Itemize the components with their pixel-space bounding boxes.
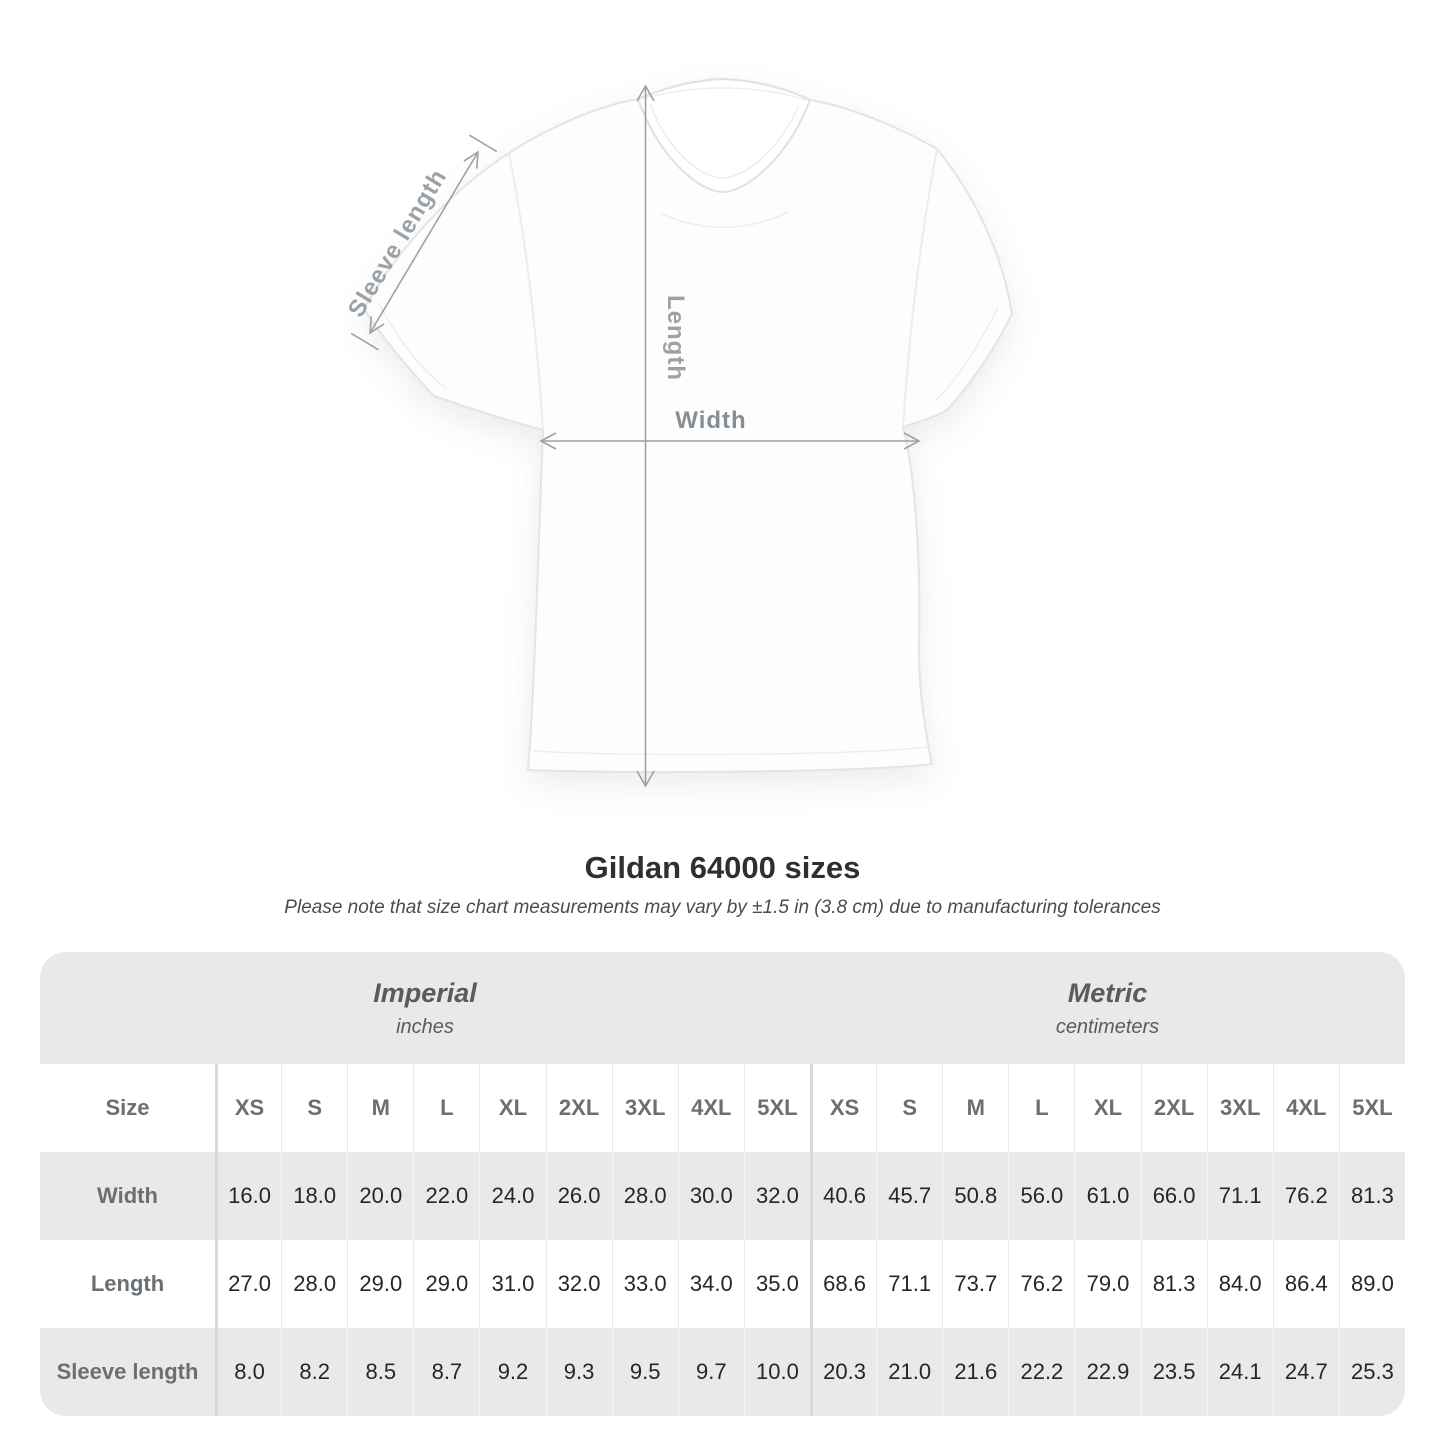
table-cell: 34.0 — [678, 1240, 744, 1328]
size-col-header: S — [876, 1064, 942, 1152]
table-cell: 8.0 — [215, 1328, 281, 1416]
sleeve-row-label: Sleeve length — [40, 1328, 215, 1416]
table-cell: 71.1 — [876, 1240, 942, 1328]
table-cell: 40.6 — [810, 1152, 876, 1240]
table-cell: 20.0 — [347, 1152, 413, 1240]
length-row-label: Length — [40, 1240, 215, 1328]
size-col-header: M — [942, 1064, 1008, 1152]
width-label: Width — [675, 407, 747, 434]
table-cell: 23.5 — [1141, 1328, 1207, 1416]
size-col-header: L — [413, 1064, 479, 1152]
size-col-header: 4XL — [1273, 1064, 1339, 1152]
sleeve-length-label: Sleeve length — [342, 164, 453, 322]
table-cell: 33.0 — [612, 1240, 678, 1328]
table-cell: 79.0 — [1074, 1240, 1140, 1328]
table-cell: 24.0 — [479, 1152, 545, 1240]
table-cell: 35.0 — [744, 1240, 810, 1328]
table-cell: 28.0 — [612, 1152, 678, 1240]
size-table — [40, 952, 1405, 1416]
size-col-header: XL — [479, 1064, 545, 1152]
table-cell: 24.7 — [1273, 1328, 1339, 1416]
size-col-header: 2XL — [546, 1064, 612, 1152]
table-cell: 84.0 — [1207, 1240, 1273, 1328]
table-cell: 32.0 — [546, 1240, 612, 1328]
table-cell: 81.3 — [1141, 1240, 1207, 1328]
table-cell: 71.1 — [1207, 1152, 1273, 1240]
table-cell: 32.0 — [744, 1152, 810, 1240]
table-cell: 73.7 — [942, 1240, 1008, 1328]
width-row-label: Width — [40, 1152, 215, 1240]
size-col-header: 5XL — [1339, 1064, 1405, 1152]
table-cell: 18.0 — [281, 1152, 347, 1240]
imperial-title: Imperial — [373, 977, 477, 1008]
table-cell: 50.8 — [942, 1152, 1008, 1240]
table-cell: 22.9 — [1074, 1328, 1140, 1416]
table-cell: 28.0 — [281, 1240, 347, 1328]
table-cell: 27.0 — [215, 1240, 281, 1328]
size-col-header: 4XL — [678, 1064, 744, 1152]
imperial-header — [40, 952, 810, 1064]
table-cell: 25.3 — [1339, 1328, 1405, 1416]
table-cell: 89.0 — [1339, 1240, 1405, 1328]
table-cell: 61.0 — [1074, 1152, 1140, 1240]
size-chart-title: Gildan 64000 sizes — [584, 850, 861, 885]
table-cell: 16.0 — [215, 1152, 281, 1240]
table-cell: 10.0 — [744, 1328, 810, 1416]
table-cell: 9.3 — [546, 1328, 612, 1416]
size-col-header: L — [1008, 1064, 1074, 1152]
table-cell: 68.6 — [810, 1240, 876, 1328]
sleeve-end-tick-bottom — [351, 333, 378, 349]
table-cell: 8.5 — [347, 1328, 413, 1416]
table-cell: 22.2 — [1008, 1328, 1074, 1416]
table-cell: 86.4 — [1273, 1240, 1339, 1328]
table-cell: 45.7 — [876, 1152, 942, 1240]
length-label: Length — [662, 295, 689, 381]
imperial-unit: inches — [396, 1015, 454, 1038]
size-col-header: 2XL — [1141, 1064, 1207, 1152]
size-col-header: 3XL — [1207, 1064, 1273, 1152]
size-col-header: 5XL — [744, 1064, 810, 1152]
size-col-header: XL — [1074, 1064, 1140, 1152]
table-cell: 8.7 — [413, 1328, 479, 1416]
size-col-header: 3XL — [612, 1064, 678, 1152]
table-cell: 29.0 — [347, 1240, 413, 1328]
table-cell: 21.6 — [942, 1328, 1008, 1416]
table-cell: 81.3 — [1339, 1152, 1405, 1240]
table-cell: 24.1 — [1207, 1328, 1273, 1416]
table-cell: 76.2 — [1008, 1240, 1074, 1328]
size-chart-note: Please note that size chart measurements may vary by ±1.5 in (3.8 cm) due to manufacturing tolerances — [284, 897, 1161, 918]
size-col-header: S — [281, 1064, 347, 1152]
table-cell: 30.0 — [678, 1152, 744, 1240]
table-cell: 9.5 — [612, 1328, 678, 1416]
size-row-label: Size — [40, 1064, 215, 1152]
table-cell: 76.2 — [1273, 1152, 1339, 1240]
table-cell: 21.0 — [876, 1328, 942, 1416]
table-cell: 8.2 — [281, 1328, 347, 1416]
table-cell: 29.0 — [413, 1240, 479, 1328]
metric-unit: centimeters — [1055, 1015, 1160, 1038]
table-cell: 22.0 — [413, 1152, 479, 1240]
table-cell: 31.0 — [479, 1240, 545, 1328]
size-col-header: XS — [215, 1064, 281, 1152]
size-col-header: XS — [810, 1064, 876, 1152]
sleeve-end-tick-top — [469, 135, 496, 151]
size-col-header: M — [347, 1064, 413, 1152]
table-cell: 9.2 — [479, 1328, 545, 1416]
metric-header — [810, 952, 1405, 1064]
table-cell: 9.7 — [678, 1328, 744, 1416]
table-cell: 26.0 — [546, 1152, 612, 1240]
table-cell: 56.0 — [1008, 1152, 1074, 1240]
table-cell: 66.0 — [1141, 1152, 1207, 1240]
metric-title: Metric — [1067, 977, 1148, 1008]
table-cell: 20.3 — [810, 1328, 876, 1416]
